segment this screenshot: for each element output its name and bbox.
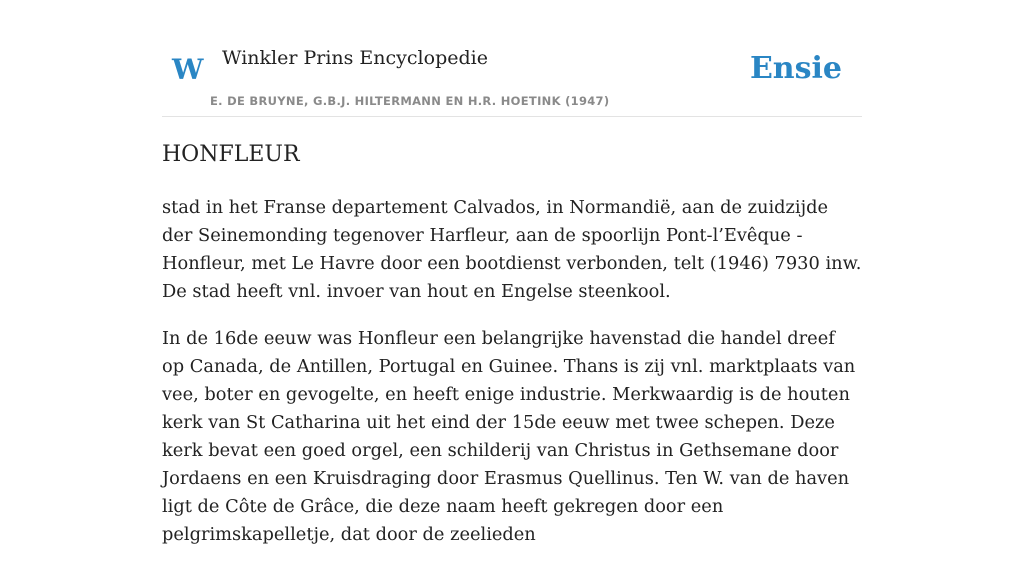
publication-logo[interactable]: W — [172, 53, 204, 86]
site-header — [162, 0, 862, 117]
publication-title[interactable]: Winkler Prins Encyclopedie — [222, 47, 488, 69]
article-title: HONFLEUR — [162, 142, 300, 167]
article-paragraph: In de 16de eeuw was Honfleur een belangrijke havenstad die handel dreef op Canada, de Antillen, Portugal en Guinee. Thans is zij vnl. marktplaats van vee, boter en gevogelte, en heeft enige industrie. Merkwaardig is de houten kerk van St Catharina uit het eind der 15de eeuw met twee schepen. Deze kerk bevat een goed orgel, een schilderij van Christus in Gethsemane door Jordaens en een Kruisdraging door Erasmus Quellinus. Ten W. van de haven ligt de Côte de Grâce, die deze naam heeft gekregen door een pelgrimskapelletje, dat door de zeelieden — [162, 328, 856, 545]
article-paragraph: stad in het Franse departement Calvados, in Normandië, aan de zuidzijde der Seinemonding tegenover Harfleur, aan de spoorlijn Pont-l’Evêque - Honfleur, met Le Havre door een bootdienst verbonden, telt (1946) 7930 inw. De stad heeft vnl. invoer van hout en Engelse steenkool. — [162, 197, 862, 302]
publication-authors: E. DE BRUYNE, G.B.J. HILTERMANN EN H.R. HOETINK (1947) — [210, 94, 610, 108]
article — [162, 138, 862, 568]
brand-logo[interactable]: Ensie — [749, 51, 842, 86]
